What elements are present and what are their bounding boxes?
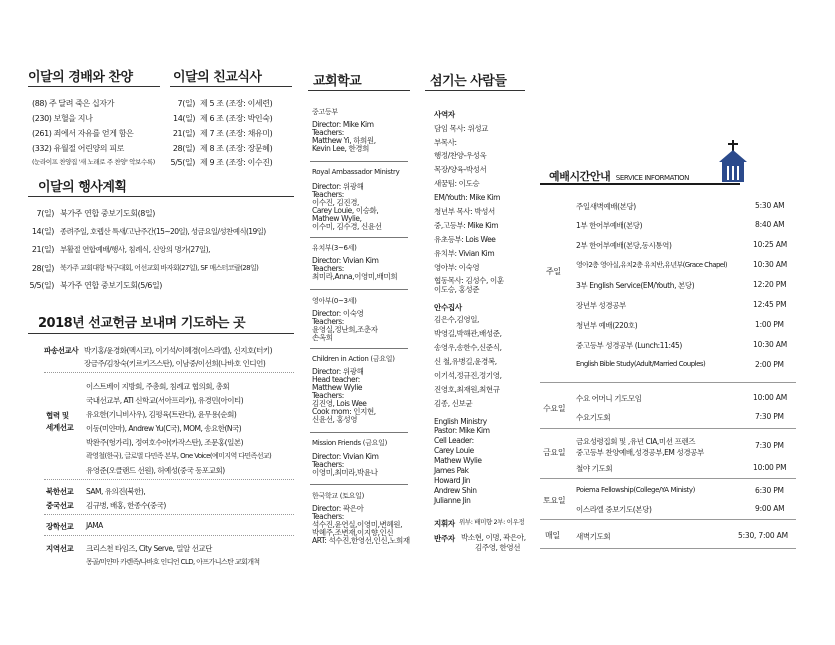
worship-day: 주일 (546, 267, 561, 276)
worship-item-name: 장년부 성경공부 (576, 301, 626, 310)
worship-item-name: 금요성령집회 및 ,유년 CIA,미션 프렌즈 (576, 437, 696, 446)
worship-item-name: English Bible Study(Adult/Married Couples) (576, 360, 706, 368)
school-line: Director: Vivian Kim (312, 452, 379, 461)
school-line: Teachers: (312, 264, 344, 273)
mission-group-label: 협력 및 세계선교 (46, 411, 74, 432)
worship-separator (540, 478, 796, 479)
servants-group-label: 안수집사 (434, 303, 462, 312)
servants-line: 유초등부: Lois Wee (434, 235, 496, 244)
school-rule (308, 90, 410, 91)
school-line: Teachers: (312, 317, 344, 326)
school-line: Director: 위광해 (312, 182, 364, 191)
worship-day: 수요일 (543, 404, 566, 413)
worship-item-name: 주일새벽예배(본당) (576, 202, 636, 211)
worship-item-name: 새벽기도회 (576, 532, 611, 541)
school-section-name: 영아부(0~3세) (312, 297, 357, 305)
worship-item-name: 수요 어머니 기도모임 (576, 394, 642, 403)
worship-item-time: 10:30 AM (753, 340, 787, 349)
worship-item-name: 이스라엘 중보기도(본당) (576, 505, 652, 514)
servants-bottom-text: 박소현, 이명, 곽은아, (461, 533, 526, 542)
school-line: Carey Louie, 이승화, (312, 206, 379, 215)
servants-line: Cell Leader: (434, 436, 474, 445)
worship-item-time: 12:20 PM (753, 280, 787, 289)
worship-item-time: 5:30 AM (755, 201, 785, 210)
mission-group-line: 장금주/김창숙(키르키즈스탄), 이남중/이선희(나바호 인디언) (84, 359, 266, 368)
servants-line: 유치부: Vivian Kim (434, 249, 495, 258)
worship-item-name: 영아2층 영아실,유치2층 유치반,유년부(Grace Chapel) (576, 261, 727, 269)
mission-group-line: JAMA (86, 521, 103, 530)
servants-bottom-text: 위부: 배미향 2부: 이우정 (459, 518, 525, 526)
fellowship-date: 5/5(일) (170, 158, 195, 167)
event-text: 종려주일, 호렙산 특새/고난주간(15~20일), 성금요일/성찬예식(19일) (60, 227, 266, 236)
mission-group-line: 크리스천 타임즈, City Serve, 밀알 선교단 (86, 544, 212, 553)
school-title: 교회학교 (313, 74, 362, 89)
worship-day: 금요일 (543, 448, 566, 457)
worship-day: 토요일 (543, 496, 566, 505)
school-section-name: Mission Friends (금요일) (312, 439, 388, 447)
school-line: Director: Vivian Kim (312, 256, 379, 265)
fellowship-text: 제 5 조 (조장: 이세련) (200, 99, 273, 108)
school-separator (310, 237, 408, 238)
mission-rule (28, 333, 294, 334)
hymns-title: 이달의 경배와 찬양 (28, 70, 133, 85)
worship-item-time: 1:00 PM (755, 320, 784, 329)
fellowship-date: 28(일) (172, 144, 195, 153)
mission-group-line: 유영준(오클랜드 선원), 허예성(중국 동포교회) (86, 466, 225, 475)
worship-day: 매일 (545, 531, 560, 540)
school-section-name: Royal Ambassador Ministry (312, 168, 400, 176)
worship-item-time: 10:30 AM (753, 260, 787, 269)
hymn-item: (230) 보혈을 지나 (32, 114, 93, 123)
worship-rule (540, 183, 740, 185)
servants-line: English Ministry (434, 417, 487, 426)
servants-line: Mathew Wylie (434, 456, 482, 465)
event-text: 북가주 연합 중보기도회(8일) (60, 209, 156, 218)
school-section-name: 중고등부 (312, 108, 338, 116)
servants-line: 이도승, 홍성준 (434, 285, 480, 294)
event-date: 21(일) (31, 245, 54, 254)
mission-group-line: 곽영철(한국), 글로벌 다민족 본부, One Voice(예미지역 다민족선교) (86, 452, 272, 460)
school-line: 이수미, 김수경, 신윤선 (312, 222, 382, 231)
servants-title: 섬기는 사람들 (430, 74, 507, 89)
school-line: Mathew Wylie, (312, 214, 362, 223)
fellowship-text: 제 9 조 (조장: 이수진) (200, 158, 273, 167)
mission-title: 2018년 선교헌금 보내며 기도하는 곳 (38, 316, 246, 331)
servants-line: 송영우,송한수,신준식, (434, 343, 502, 352)
servants-line: EM/Youth: Mike Kim (434, 193, 501, 202)
school-line: Director: 위광해 (312, 367, 364, 376)
worship-separator (540, 548, 796, 549)
school-section-name: Children in Action (금요일) (312, 355, 395, 363)
mission-separator (44, 514, 294, 515)
worship-item-time: 7:30 PM (755, 412, 784, 421)
school-separator (310, 289, 408, 290)
school-line: Director: 곽은아 (312, 504, 364, 513)
school-line: 석수진,윤연실,이영미,변혜원, (312, 520, 403, 529)
hymn-item: (332) 유월절 어린양의 피로 (32, 144, 124, 153)
school-line: 이영미,최미라,박윤나 (312, 468, 378, 477)
events-title: 이달의 행사계획 (38, 180, 127, 195)
mission-group-line: 김규병, 배홍, 한종수(중국) (86, 501, 166, 510)
worship-separator (540, 382, 796, 383)
worship-item-name: 1부 한어부예배(본당) (576, 221, 643, 230)
servants-line: Pastor: Mike Kim (434, 426, 490, 435)
school-line: Head teacher: (312, 375, 360, 384)
fellowship-text: 제 8 조 (조장: 장문혜) (200, 144, 273, 153)
fellowship-text: 제 7 조 (조장: 채유미) (200, 129, 273, 138)
event-text: 북가주 연합 중보기도회(5/6일) (60, 281, 163, 290)
servants-line: Carey Louie (434, 446, 474, 455)
worship-item-time: 7:30 PM (755, 441, 784, 450)
school-line: Matthew Wylie (312, 383, 363, 392)
school-line: ART: 석수진,한영선,인신,노희재 (312, 536, 410, 545)
servants-line: 중,고등부: Mike Kim (434, 221, 499, 230)
worship-item-time: 10:00 AM (753, 393, 787, 402)
servants-line: 박영길,박해관,배성준, (434, 329, 502, 338)
school-line: Teachers: (312, 128, 344, 137)
event-date: 14(일) (31, 227, 54, 236)
servants-line: 목장/양육-박성서 (434, 165, 487, 174)
mission-separator (44, 535, 294, 536)
worship-item-name: 중고등부 성경공부 (Lunch:11:45) (576, 341, 682, 350)
church-icon (718, 140, 748, 184)
worship-item-time: 9:00 AM (755, 504, 785, 513)
fellowship-rule (170, 86, 292, 87)
event-date: 5/5(일) (29, 281, 54, 290)
mission-group-line: 박완주(헝가리), 정여호수아(카작스탄), 조문홍(일본) (86, 438, 243, 447)
hymn-item: (88) 주 달려 죽은 십자가 (32, 99, 115, 108)
school-line: Cook mom: 인지현, (312, 407, 376, 416)
hymn-item: (261) 죄에서 자유를 얻게 함은 (32, 129, 134, 138)
worship-item-time: 10:00 PM (753, 463, 787, 472)
event-date: 28(일) (31, 264, 54, 273)
school-line: 손옥희 (312, 333, 333, 342)
school-line: 이수진, 김진경, (312, 198, 360, 207)
hymn-note: (눈라이프 찬양집 '새 노래로 주 찬양' 악보수록) (32, 158, 155, 166)
school-line: 신윤선, 홍성영 (312, 415, 358, 424)
servants-line: 신 철,유병길,윤경복, (434, 357, 497, 366)
hymns-rule (28, 86, 160, 87)
worship-item-name: 수요기도회 (576, 413, 611, 422)
fellowship-text: 제 6 조 (조장: 박인숙) (200, 114, 273, 123)
school-line: 박혜주,조변재,이지향,인신 (312, 528, 394, 537)
worship-item-name: 철야 기도회 (576, 464, 613, 473)
school-line: 김진영, Lois Wee (312, 399, 367, 408)
worship-separator (540, 428, 796, 429)
servants-line: 새꿈팀: 이도승 (434, 179, 480, 188)
worship-item-time: 10:25 AM (753, 240, 787, 249)
school-separator (310, 432, 408, 433)
worship-item-name: Poiema Fellowship(College/YA Ministy) (576, 486, 695, 494)
fellowship-date: 14(일) (173, 114, 196, 123)
servants-group-label: 사역자 (434, 110, 455, 119)
mission-group-label: 파송선교사 (44, 346, 79, 355)
servants-line: Julianne Jin (434, 496, 471, 505)
mission-group-line: 국내선교부, ATI 신학교(서아프리카), 유경민(아이티) (86, 396, 244, 405)
servants-bottom-label: 반주자 (434, 534, 455, 543)
mission-group-line: SAM, 유의진(북한), (86, 487, 146, 496)
servants-bottom-text: 김주영, 한영선 (475, 543, 521, 552)
worship-item-name: 2부 한어부예배(본당,동시통역) (576, 241, 672, 250)
school-line: Teachers: (312, 190, 344, 199)
event-text: 북가주 교회대항 탁구대회, 어선교회 바자회(27일), SF 매스터코랄(28일) (60, 264, 259, 272)
mission-group-label: 중국선교 (46, 501, 74, 510)
worship-item-time: 2:00 PM (755, 360, 784, 369)
worship-item-time: 8:40 AM (755, 220, 785, 229)
mission-group-line: 이스트베이 지방회, 주총회, 침례교 협의회, 총회 (86, 382, 230, 391)
fellowship-date: 7(일) (177, 99, 195, 108)
worship-item-name: 중고등부 찬양예배,성경공부,EM 성경공부 (576, 448, 704, 457)
mission-group-label: 지역선교 (46, 544, 74, 553)
school-section-name: 유치부(3~6세) (312, 244, 357, 252)
servants-rule (425, 90, 525, 91)
mission-group-line: 몽골/미얀마 카렌족/나바호 인디언 CLD, 아프가니스탄 교회개척 (86, 558, 260, 566)
servants-line: 영아부: 이숙영 (434, 263, 480, 272)
mission-group-line: 유요한(기니비사우), 김평육(트란다), 윤무용(순회) (86, 410, 237, 419)
servants-line: 행정/찬양-우성욱 (434, 151, 487, 160)
worship-item-time: 12:45 PM (753, 300, 787, 309)
mission-separator (44, 372, 294, 373)
school-line: 윤영실,정난희,조춘자 (312, 325, 378, 334)
worship-item-time: 5:30, 7:00 AM (738, 531, 788, 540)
school-separator (310, 484, 408, 485)
school-line: Teachers: (312, 460, 344, 469)
mission-group-label: 북한선교 (46, 487, 74, 496)
school-line: Director: 이숙영 (312, 309, 364, 318)
school-separator (310, 161, 408, 162)
school-section-name: 한국학교 (토요일) (312, 492, 365, 500)
school-separator (310, 348, 408, 349)
fellowship-date: 21(일) (172, 129, 195, 138)
servants-line: Andrew Shin (434, 486, 477, 495)
servants-line: 김종, 신보균 (434, 399, 473, 408)
school-line: Director: Mike Kim (312, 120, 374, 129)
worship-item-name: 3부 English Service(EM/Youth, 본당) (576, 281, 695, 290)
events-rule (28, 196, 294, 197)
school-line: Matthew Yi, 하희원, (312, 136, 376, 145)
fellowship-title: 이달의 친교식사 (173, 70, 262, 85)
school-line: Kevin Lee, 한경희 (312, 144, 369, 153)
servants-line: 담임 목사: 위성교 (434, 124, 489, 133)
servants-line: 청년부 목사: 박성서 (434, 207, 495, 216)
servants-line: 진영호,최재원,최현규 (434, 385, 500, 394)
worship-item-name: 청년부 예배(220호) (576, 321, 638, 330)
mission-group-line: 박기홍/윤경화(멕시코), 이기석/이혜경(이스라엘), 신지호(터키) (84, 346, 273, 355)
servants-bottom-label: 지휘자 (434, 519, 455, 528)
servants-line: James Pak (434, 466, 469, 475)
worship-title (549, 168, 689, 184)
event-text: 부활절 연합예배/행사, 침례식, 신앙의 명가(27일), (60, 245, 211, 254)
servants-line: Howard Jin (434, 476, 471, 485)
mission-group-line: 이동(미얀마), Andrew Yu(C국), MOM, 송요한(N국) (86, 424, 242, 433)
worship-subtitle: SERVICE INFORMATION (615, 174, 690, 182)
school-line: 최미라,Anna,이영미,배미희 (312, 272, 398, 281)
event-date: 7(일) (36, 209, 54, 218)
worship-title-ko: 예배시간안내 (549, 170, 611, 183)
school-line: Teachers: (312, 391, 344, 400)
worship-separator (540, 519, 796, 520)
servants-line: 협동목사: 김성수, 이훈 (434, 276, 504, 285)
servants-line: 김은수,김영일, (434, 315, 480, 324)
servants-line: 이기석,정규진,정기영, (434, 371, 502, 380)
servants-line: 부목사: (434, 138, 457, 147)
school-line: Teachers: (312, 512, 344, 521)
worship-item-time: 6:30 PM (755, 486, 784, 495)
mission-separator (44, 479, 294, 480)
mission-group-label: 장학선교 (46, 522, 74, 531)
